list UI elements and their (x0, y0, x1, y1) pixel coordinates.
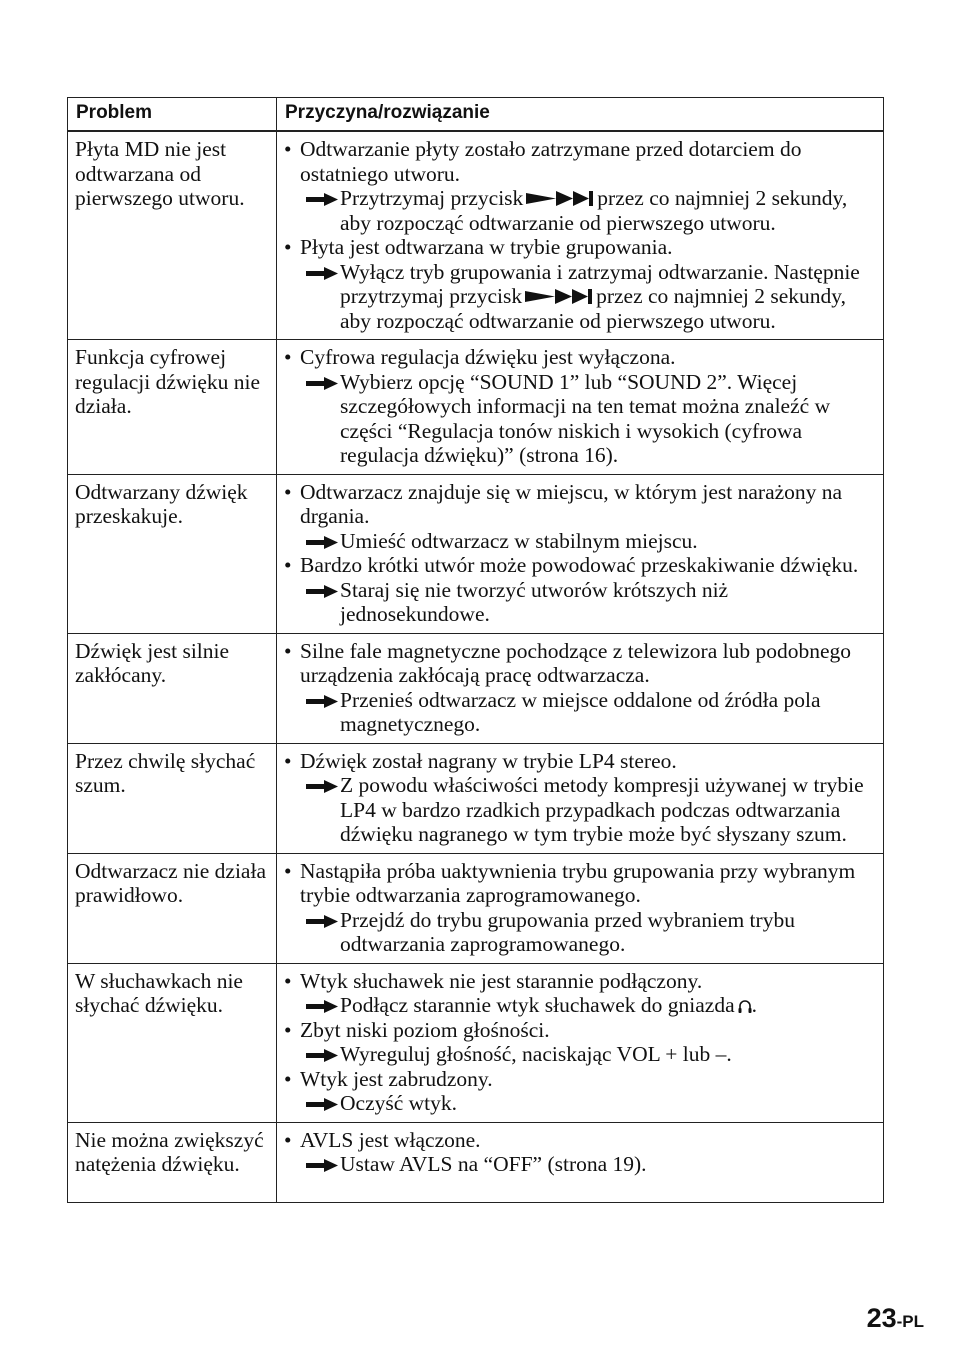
next-track-icon (526, 191, 594, 206)
remedy-text: Ustaw AVLS na “OFF” (strona 19). (340, 1152, 647, 1176)
remedy-item (284, 578, 877, 627)
table-row (68, 633, 884, 743)
problem-cell: Dźwięk jest silnie zakłócany. (68, 633, 277, 743)
remedy-text: Przenieś odtwarzacz w miejsce oddalone od źródła pola magnetycznego. (340, 687, 821, 736)
page-number-value: 23 (866, 1303, 897, 1333)
remedy-item (284, 186, 877, 235)
headphones-icon (738, 998, 752, 1014)
solution-cell (277, 633, 884, 743)
cause-item: • Bardzo krótki utwór może powodować przeskakiwanie dźwięku. (284, 553, 877, 578)
remedy-text: przez co najmniej 2 sekundy, aby rozpocząć odtwarzanie od pierwszego utworu. (340, 186, 848, 235)
remedy-text: Umieść odtwarzacz w stabilnym miejscu. (340, 528, 698, 553)
remedy-text: Wyłącz tryb grupowania i zatrzymaj odtwarzanie. Następnie przytrzymaj przycisk (340, 259, 860, 308)
remedy-text: Wyreguluj głośność, naciskając VOL + lub –. (340, 1042, 732, 1066)
table-header-row (68, 98, 884, 132)
cause-item: • Wtyk słuchawek nie jest starannie podłączony. (284, 969, 877, 994)
problem-cell: Nie można zwiększyć natężenia dźwięku. (68, 1122, 277, 1202)
arrow-right-icon (306, 695, 338, 708)
next-track-icon (525, 289, 593, 304)
arrow-right-icon (306, 780, 338, 793)
problem-cell: W słuchawkach nie słychać dźwięku. (68, 963, 277, 1122)
cause-item: • Płyta jest odtwarzana w trybie grupowania. (284, 235, 877, 260)
problem-cell: Przez chwilę słychać szum. (68, 743, 277, 853)
remedy-text: Z powodu właściwości metody kompresji używanej w trybie LP4 w bardzo rzadkich przypadkach podczas odtwarzania dźwięku nagranego w tym trybie może być słyszany szum. (340, 773, 864, 846)
remedy-item (284, 908, 877, 957)
remedy-item (284, 773, 877, 847)
page-number (867, 1303, 924, 1334)
cause-item: • Odtwarzacz znajduje się w miejscu, w którym jest narażony na drgania. (284, 480, 877, 529)
remedy-text: Oczyść wtyk. (340, 1091, 458, 1115)
solution-cell (277, 1122, 884, 1202)
remedy-text: . (751, 993, 758, 1017)
arrow-right-icon (306, 536, 338, 549)
arrow-right-icon (306, 915, 338, 928)
remedy-text: Przytrzymaj przycisk (340, 186, 524, 210)
solution-cell (277, 340, 884, 475)
table-row (68, 963, 884, 1122)
table-row (68, 1122, 884, 1202)
arrow-right-icon (306, 1049, 338, 1062)
solution-cell (277, 131, 884, 340)
arrow-right-icon (306, 267, 338, 280)
arrow-right-icon (306, 1159, 338, 1172)
remedy-item (284, 260, 877, 334)
remedy-text: Podłącz starannie wtyk słuchawek do gniazda (340, 993, 735, 1017)
problem-cell: Płyta MD nie jest odtwarzana od pierwszego utworu. (68, 131, 277, 340)
remedy-item (284, 1042, 877, 1067)
arrow-right-icon (306, 377, 338, 390)
solution-cell (277, 743, 884, 853)
problem-cell: Funkcja cyfrowej regulacji dźwięku nie działa. (68, 340, 277, 475)
cause-item: • Odtwarzanie płyty zostało zatrzymane przed dotarciem do ostatniego utworu. (284, 137, 877, 186)
cause-item: • Silne fale magnetyczne pochodzące z telewizora lub podobnego urządzenia zakłócają pracę odtwarzacza. (284, 639, 877, 688)
table-row (68, 853, 884, 963)
remedy-item (284, 529, 877, 554)
arrow-right-icon (306, 585, 338, 598)
table-row (68, 131, 884, 340)
remedy-item (284, 370, 877, 468)
cause-item: • AVLS jest włączone. (284, 1128, 877, 1153)
remedy-text: Wybierz opcję “SOUND 1” lub “SOUND 2”. Więcej szczegółowych informacji na ten temat można znaleźć w części “Regulacja tonów niskich i wysokich (cyfrowa regulacja dźwięku)” (strona 16). (340, 369, 831, 467)
solution-cell (277, 963, 884, 1122)
solution-cell (277, 474, 884, 633)
remedy-text: Przejdź do trybu grupowania przed wybraniem trybu odtwarzania zaprogramowanego. (340, 907, 795, 956)
arrow-right-icon (306, 1098, 338, 1111)
remedy-item (284, 1152, 877, 1177)
cause-item: • Zbyt niski poziom głośności. (284, 1018, 877, 1043)
remedy-item (284, 688, 877, 737)
remedy-item (284, 1091, 877, 1116)
header-problem: Problem (68, 98, 277, 132)
table-row (68, 474, 884, 633)
problem-cell: Odtwarzacz nie działa prawidłowo. (68, 853, 277, 963)
troubleshooting-table (67, 97, 884, 1203)
cause-item: • Dźwięk został nagrany w trybie LP4 stereo. (284, 749, 877, 774)
table-row (68, 743, 884, 853)
arrow-right-icon (306, 193, 338, 206)
cause-item: • Wtyk jest zabrudzony. (284, 1067, 877, 1092)
table-row (68, 340, 884, 475)
remedy-item (284, 993, 877, 1018)
arrow-right-icon (306, 1000, 338, 1013)
cause-item: • Nastąpiła próba uaktywnienia trybu grupowania przy wybranym trybie odtwarzania zaprogramowanego. (284, 859, 877, 908)
solution-cell (277, 853, 884, 963)
problem-cell: Odtwarzany dźwięk przeskakuje. (68, 474, 277, 633)
page-number-suffix: -PL (896, 1312, 924, 1331)
remedy-text: przez co najmniej 2 sekundy, aby rozpocząć odtwarzanie od pierwszego utworu. (340, 284, 847, 333)
header-solution: Przyczyna/rozwiązanie (277, 98, 884, 132)
cause-item: • Cyfrowa regulacja dźwięku jest wyłączona. (284, 345, 877, 370)
remedy-text: Staraj się nie tworzyć utworów krótszych niż jednosekundowe. (340, 577, 729, 626)
